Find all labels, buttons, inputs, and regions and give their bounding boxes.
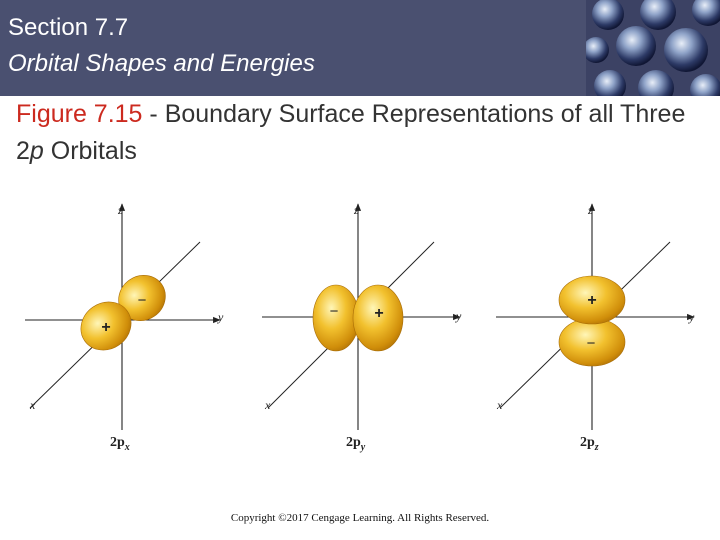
y-axis-label: y [218, 310, 224, 324]
plus-sign: + [101, 319, 111, 336]
orbital-subscript: z [594, 442, 599, 453]
decorative-spheres-image [586, 0, 720, 96]
orbital-label-2pz [580, 435, 599, 453]
title-banner [0, 0, 720, 96]
orbital-name: 2p [110, 435, 125, 450]
figure-caption [16, 96, 696, 170]
orbital-label-2px [110, 435, 130, 453]
y-axis-label: y [689, 310, 695, 324]
orbital-diagram [0, 190, 720, 465]
orbital-name: 2p [346, 435, 361, 450]
z-axis-label: z [588, 203, 593, 217]
panel-2pz [496, 203, 695, 453]
y-axis-label: y [456, 309, 462, 323]
plus-sign: + [374, 305, 384, 322]
minus-sign: − [329, 303, 339, 320]
x-axis-label: x [265, 398, 271, 412]
orbital-subscript: x [124, 442, 130, 453]
orbital-subscript: y [360, 442, 366, 453]
z-axis-label: z [118, 203, 123, 217]
section-number: Section 7.7 [8, 14, 129, 41]
orbital-name: 2p [580, 435, 595, 450]
minus-sign: − [586, 335, 596, 352]
x-axis-label: x [497, 398, 503, 412]
z-axis-label: z [354, 203, 359, 217]
caption-italic-p: p [29, 137, 44, 165]
orbital-label-2py [346, 435, 366, 453]
copyright-notice: Copyright ©2017 Cengage Learning. All Rights Reserved. [230, 512, 490, 524]
minus-sign: − [137, 292, 147, 309]
x-axis-label: x [30, 398, 36, 412]
caption-text-end: Orbitals [43, 137, 137, 165]
panel-2py [262, 203, 462, 453]
plus-sign: + [587, 292, 597, 309]
section-title: Orbital Shapes and Energies [8, 50, 315, 77]
figure-label: Figure 7.15 [16, 100, 143, 128]
panel-2px [25, 203, 224, 453]
caption-text: Boundary Surface Representations of all Three 2 [16, 100, 686, 165]
caption-separator: - [142, 100, 165, 128]
